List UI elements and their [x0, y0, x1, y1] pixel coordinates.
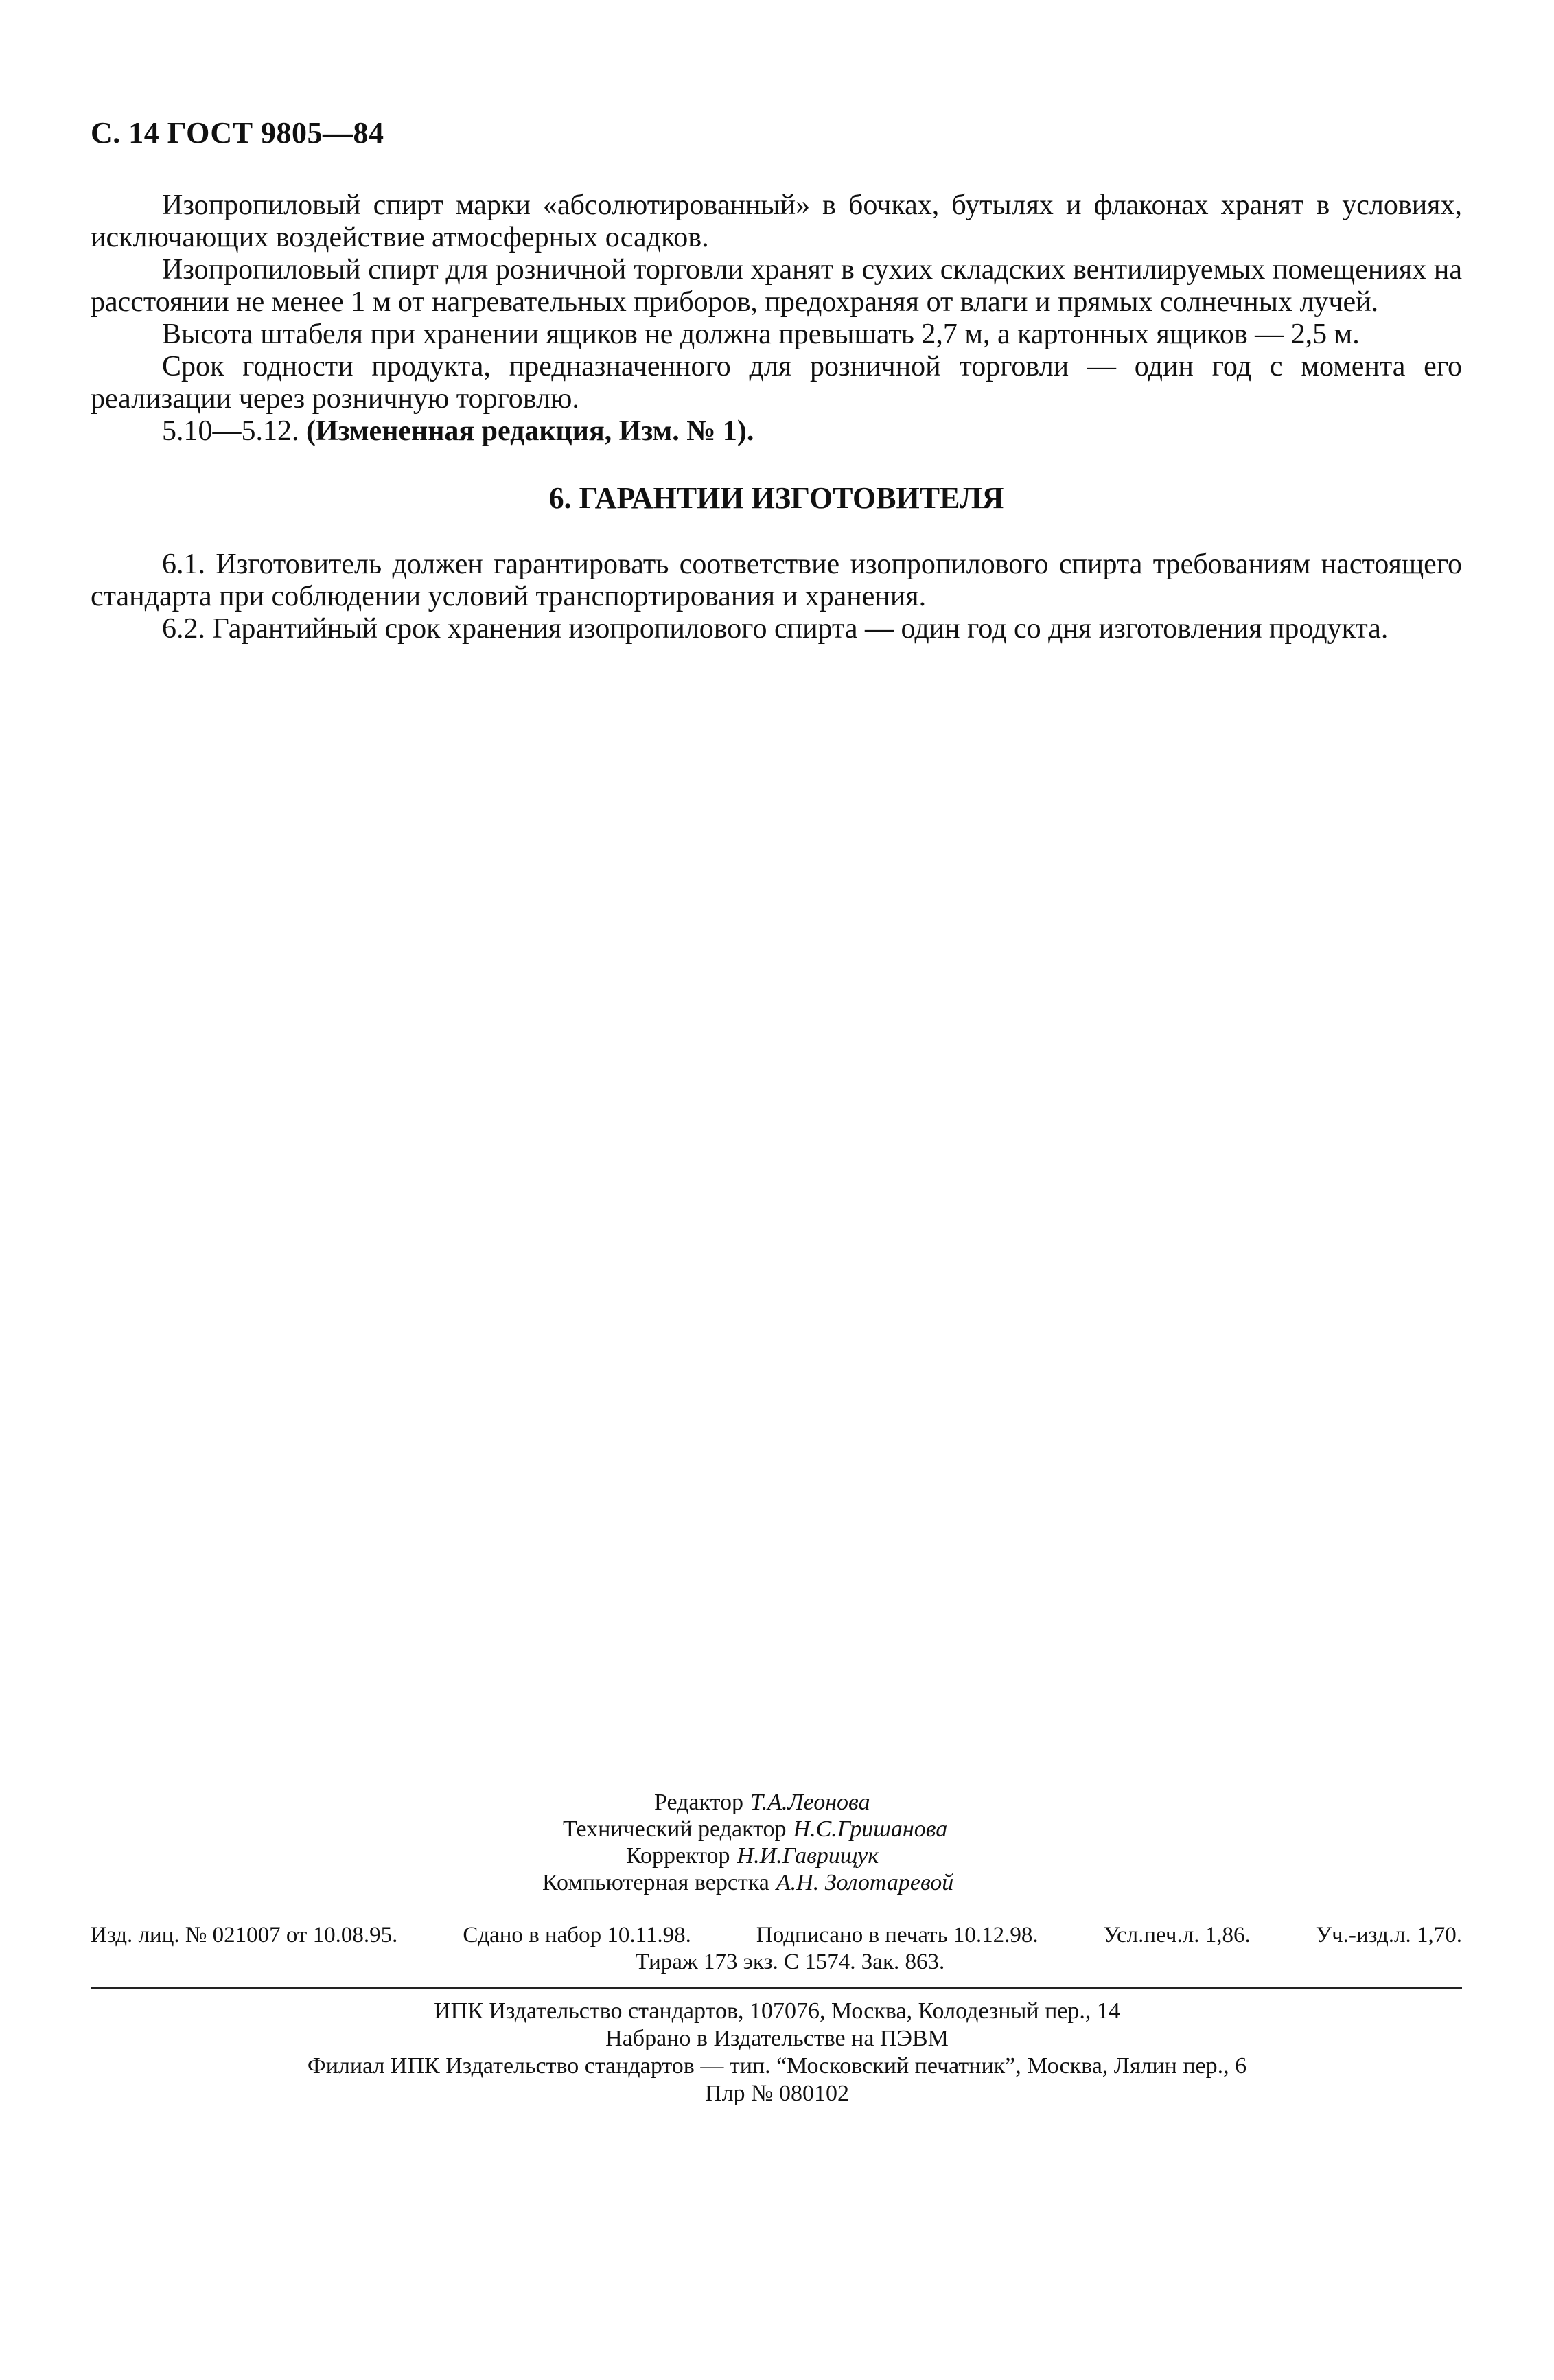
credit-role: Технический редактор	[563, 1816, 787, 1842]
paragraph: Изопропиловый спирт марки «абсолютированный» в бочках, бутылях и флаконах хранят в условиях, исключающих воздействие атмосферных осадков.	[91, 189, 1462, 253]
signed-text: Подписано в печать 10.12.98.	[756, 1923, 1039, 1948]
credit-editor	[654, 1789, 1554, 1816]
printer-line: ИПК Издательство стандартов, 107076, Москва, Колодезный пер., 14	[434, 1998, 1120, 2024]
credit-proofreader	[626, 1842, 1554, 1869]
credit-layout	[542, 1869, 1554, 1896]
section-item: 6.1. Изготовитель должен гарантировать соответствие изопропилового спирта требованиям настоящего стандарта при соблюдении условий транспортирования и хранения.	[91, 548, 1462, 612]
credit-role: Редактор	[654, 1790, 743, 1815]
credit-person: Н.С.Гришанова	[793, 1816, 948, 1842]
credit-person: Т.А.Леонова	[750, 1790, 870, 1815]
section-item: 6.2. Гарантийный срок хранения изопропилового спирта — один год со дня изготовления продукта.	[162, 613, 1389, 645]
credit-person: А.Н. Золотаревой	[776, 1870, 954, 1895]
publication-row	[91, 1922, 1462, 1949]
section-heading: 6. ГАРАНТИИ ИЗГОТОВИТЕЛЯ	[548, 481, 1004, 515]
paragraph: Срок годности продукта, предназначенного для розничной торговли — один год с момента его реализации через розничную торговлю.	[91, 351, 1462, 415]
paragraph: Изопропиловый спирт для розничной торговли хранят в сухих складских вентилируемых помещениях на расстоянии не менее 1 м от нагревательных приборов, предохраняя от влаги и прямых солнечных лучей.	[91, 254, 1462, 318]
credit-role: Компьютерная верстка	[542, 1870, 769, 1895]
divider-line	[91, 1987, 1462, 1989]
printer-line: Плр № 080102	[705, 2081, 849, 2106]
license-text: Изд. лиц. № 021007 от 10.08.95.	[91, 1923, 398, 1948]
print-run-text: Тираж 173 экз. С 1574. Зак. 863.	[635, 1950, 945, 1974]
edit-sheets-text: Уч.-изд.л. 1,70.	[1315, 1923, 1462, 1948]
printer-info	[0, 1998, 1554, 2107]
amendment-ref: 5.10—5.12.	[162, 415, 299, 447]
print-sheets-text: Усл.печ.л. 1,86.	[1103, 1923, 1251, 1948]
printer-line: Филиал ИПК Издательство стандартов — тип. “Московский печатник”, Москва, Лялин пер., 6	[307, 2053, 1247, 2079]
paragraph: Высота штабеля при хранении ящиков не должна превышать 2,7 м, а картонных ящиков — 2,5 м.	[162, 319, 1360, 350]
body-text	[91, 189, 1462, 645]
credit-role: Корректор	[626, 1843, 730, 1869]
amendment-note: (Измененная редакция, Изм. № 1).	[306, 415, 754, 447]
credit-person: Н.И.Гаврищук	[737, 1843, 879, 1869]
page-header: С. 14 ГОСТ 9805—84	[91, 116, 384, 150]
publication-info	[91, 1922, 1462, 1976]
amendment-paragraph	[91, 415, 1462, 448]
typeset-text: Сдано в набор 10.11.98.	[463, 1923, 691, 1948]
printer-line: Набрано в Издательстве на ПЭВМ	[605, 2026, 949, 2051]
credits-block	[0, 1789, 1554, 1896]
credit-tech-editor	[563, 1816, 1554, 1842]
